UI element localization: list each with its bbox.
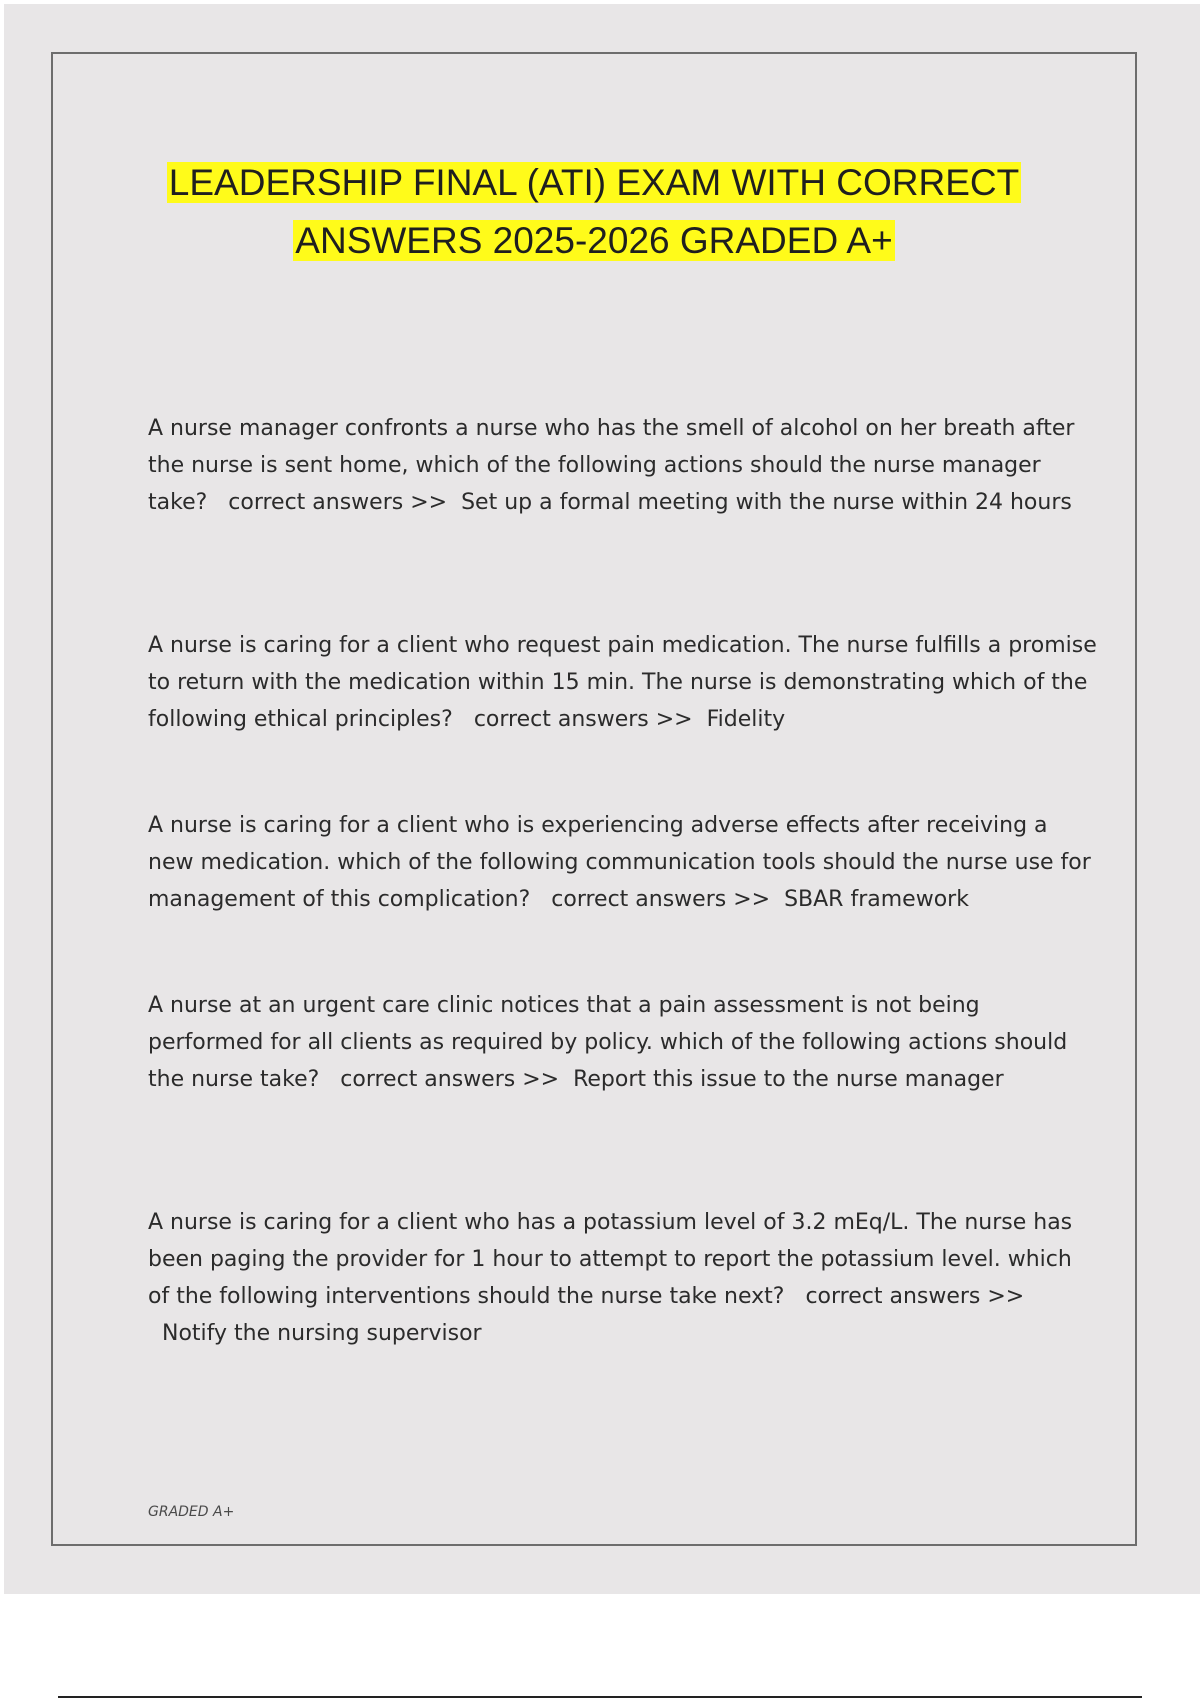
answer-text: Report this issue to the nurse manager [573,1067,1004,1092]
qa-item-2 [148,627,1098,738]
answer-marker: correct answers >> [551,887,771,912]
document-title [53,154,1135,270]
answer-text: Fidelity [706,707,786,732]
footer-label: GRADED A+ [148,1504,235,1520]
answer-text: Notify the nursing supervisor [162,1321,482,1346]
answer-marker: correct answers >> [340,1067,560,1092]
qa-item-1 [148,410,1098,521]
page-border-frame [51,52,1137,1546]
qa-item-3 [148,807,1098,918]
answer-marker: correct answers >> [228,490,448,515]
title-line-1: LEADERSHIP FINAL (ATI) EXAM WITH CORRECT [168,162,1020,203]
title-line-2: ANSWERS 2025-2026 GRADED A+ [295,220,893,261]
answer-marker: correct answers >> [805,1284,1025,1309]
bottom-rule-divider [58,1696,1142,1698]
document-page [4,4,1200,1594]
answer-text: SBAR framework [784,887,969,912]
qa-item-5 [148,1204,1098,1352]
answer-text: Set up a formal meeting with the nurse within 24 hours [461,490,1072,515]
question-text: A nurse is caring for a client who has a potassium level of 3.2 mEq/L. The nurse has been paging the provider for 1 hour to attempt to report the potassium level. which of the following interventions should the nurse take next? [148,1210,1073,1309]
qa-item-4 [148,987,1098,1098]
question-text: A nurse is caring for a client who request pain medication. The nurse fulfills a promise to return with the medication within 15 min. The nurse is demonstrating which of the following ethical principles? [148,633,1097,732]
question-text: A nurse at an urgent care clinic notices that a pain assessment is not being performed for all clients as required by policy. which of the following actions should the nurse take? [148,993,1068,1092]
question-text: A nurse is caring for a client who is experiencing adverse effects after receiving a new medication. which of the following communication tools should the nurse use for management of this complication? [148,813,1091,912]
answer-marker: correct answers >> [473,707,693,732]
question-text: A nurse manager confronts a nurse who has the smell of alcohol on her breath after the nurse is sent home, which of the following actions should the nurse manager take? [148,416,1075,515]
